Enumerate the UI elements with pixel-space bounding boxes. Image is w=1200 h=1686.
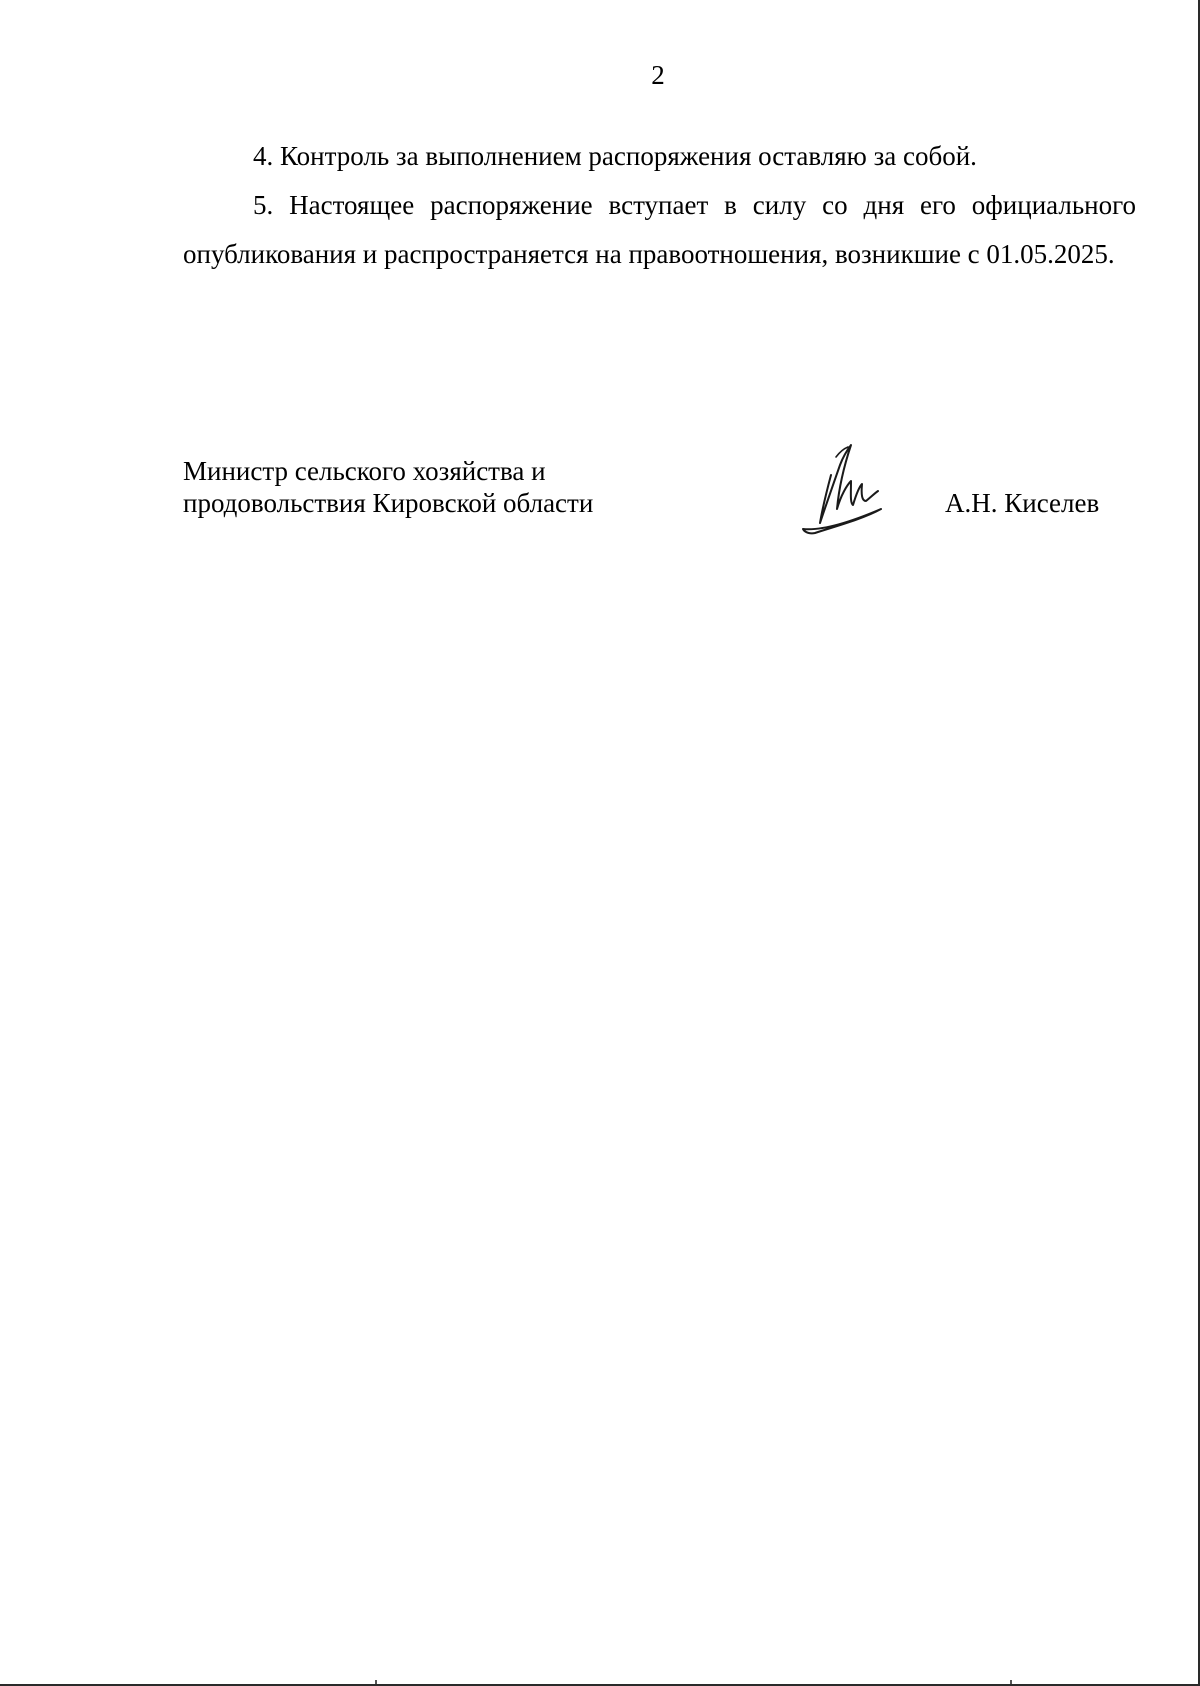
- paragraph-5: 5. Настоящее распоряжение вступает в силу со дня его официального опубликования и распространяется на правоотношения, возникшие с 01.05.2025.: [183, 190, 1136, 269]
- signature-block: [183, 455, 1123, 555]
- position-line-1: Министр сельского хозяйства и: [183, 456, 546, 486]
- position-line-2: продовольствия Кировской области: [183, 488, 594, 518]
- edge-tick: [375, 1680, 377, 1684]
- document-body: [183, 132, 1136, 279]
- paragraph-4: 4. Контроль за выполнением распоряжения оставляю за собой.: [253, 141, 977, 171]
- page-number: 2: [651, 60, 665, 90]
- edge-tick: [1010, 1680, 1012, 1684]
- page-edge-marks: [0, 1680, 1200, 1684]
- handwritten-signature-icon: [793, 435, 893, 545]
- signatory-name: А.Н. Киселев: [945, 488, 1100, 518]
- signatory-position: [183, 455, 593, 519]
